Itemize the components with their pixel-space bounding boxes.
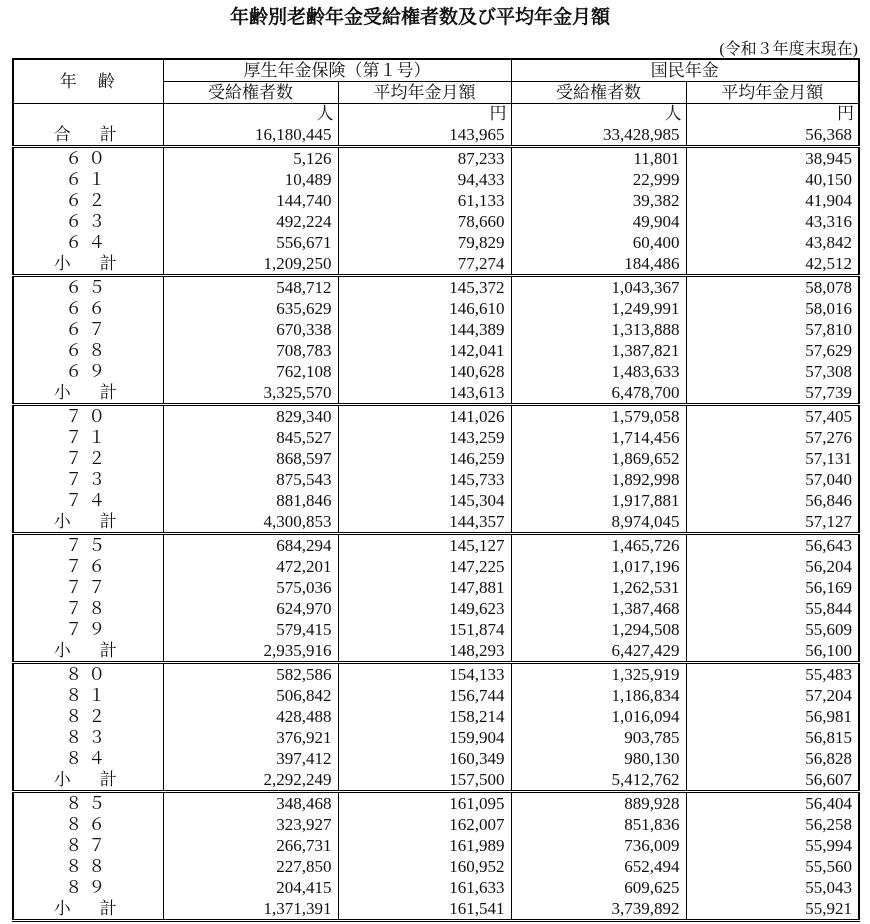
value-cell: 149,623 (338, 598, 511, 619)
total-value: 16,180,445 (163, 124, 338, 147)
subtotal-value: 2,292,249 (163, 769, 338, 792)
age-label: ７３ (13, 469, 163, 490)
unit-label: 円 (686, 104, 859, 125)
subtotal-value: 56,100 (686, 640, 859, 663)
value-cell: 145,127 (338, 534, 511, 557)
value-cell: 1,579,058 (511, 405, 686, 428)
value-cell: 376,921 (163, 727, 338, 748)
table-row (13, 534, 859, 557)
total-row (13, 124, 859, 147)
subtotal-row (13, 640, 859, 663)
value-cell: 1,016,094 (511, 706, 686, 727)
value-cell: 55,609 (686, 619, 859, 640)
value-cell: 980,130 (511, 748, 686, 769)
value-cell: 57,629 (686, 340, 859, 361)
value-cell: 79,829 (338, 232, 511, 253)
table-row (13, 405, 859, 428)
as-of-note: (令和３年度末現在) (719, 41, 858, 58)
value-cell: 56,643 (686, 534, 859, 557)
age-label: ６６ (13, 298, 163, 319)
subtotal-value: 143,613 (338, 382, 511, 405)
age-label: ６１ (13, 169, 163, 190)
subtotal-value: 8,974,045 (511, 511, 686, 534)
subtotal-value: 42,512 (686, 253, 859, 276)
value-cell: 147,225 (338, 556, 511, 577)
kosei-nenkin-header: 厚生年金保険（第１号） (163, 59, 511, 82)
value-cell: 87,233 (338, 147, 511, 170)
value-cell: 158,214 (338, 706, 511, 727)
table-row (13, 577, 859, 598)
value-cell: 56,204 (686, 556, 859, 577)
subtotal-value: 144,357 (338, 511, 511, 534)
age-label: ７７ (13, 577, 163, 598)
value-cell: 624,970 (163, 598, 338, 619)
subtotal-value: 161,541 (338, 898, 511, 921)
value-cell: 397,412 (163, 748, 338, 769)
value-cell: 41,904 (686, 190, 859, 211)
table-row (13, 211, 859, 232)
total-label: 合 計 (13, 124, 163, 147)
subtotal-value: 5,412,762 (511, 769, 686, 792)
value-cell: 78,660 (338, 211, 511, 232)
value-cell: 851,836 (511, 814, 686, 835)
total-value: 143,965 (338, 124, 511, 147)
value-cell: 579,415 (163, 619, 338, 640)
subtotal-value: 2,935,916 (163, 640, 338, 663)
table-row (13, 169, 859, 190)
value-cell: 652,494 (511, 856, 686, 877)
table-row (13, 340, 859, 361)
subtotal-value: 1,371,391 (163, 898, 338, 921)
value-cell: 142,041 (338, 340, 511, 361)
value-cell: 56,846 (686, 490, 859, 511)
table-row (13, 469, 859, 490)
value-cell: 348,468 (163, 792, 338, 815)
subtotal-value: 4,300,853 (163, 511, 338, 534)
value-cell: 1,483,633 (511, 361, 686, 382)
age-label: ７０ (13, 405, 163, 428)
value-cell: 49,904 (511, 211, 686, 232)
table-row (13, 427, 859, 448)
table-row (13, 298, 859, 319)
value-cell: 670,338 (163, 319, 338, 340)
table-row (13, 448, 859, 469)
table-row (13, 232, 859, 253)
age-label: ６３ (13, 211, 163, 232)
value-cell: 5,126 (163, 147, 338, 170)
table-row (13, 748, 859, 769)
table-row (13, 147, 859, 170)
subtotal-label: 小 計 (13, 511, 163, 534)
value-cell: 609,625 (511, 877, 686, 898)
table-row (13, 727, 859, 748)
value-cell: 428,488 (163, 706, 338, 727)
value-cell: 38,945 (686, 147, 859, 170)
table-row (13, 814, 859, 835)
value-cell: 43,842 (686, 232, 859, 253)
age-label: ８２ (13, 706, 163, 727)
value-cell: 162,007 (338, 814, 511, 835)
subtotal-label: 小 計 (13, 640, 163, 663)
subtotal-value: 77,274 (338, 253, 511, 276)
value-cell: 55,844 (686, 598, 859, 619)
age-label: ８９ (13, 877, 163, 898)
value-cell: 58,016 (686, 298, 859, 319)
unit-label: 円 (338, 104, 511, 125)
value-cell: 1,294,508 (511, 619, 686, 640)
age-label: ８７ (13, 835, 163, 856)
value-cell: 1,313,888 (511, 319, 686, 340)
value-cell: 875,543 (163, 469, 338, 490)
value-cell: 40,150 (686, 169, 859, 190)
age-label: ７４ (13, 490, 163, 511)
subtotal-value: 184,486 (511, 253, 686, 276)
value-cell: 39,382 (511, 190, 686, 211)
value-cell: 43,316 (686, 211, 859, 232)
age-label: ７８ (13, 598, 163, 619)
subtotal-value: 3,739,892 (511, 898, 686, 921)
value-cell: 57,308 (686, 361, 859, 382)
value-cell: 161,095 (338, 792, 511, 815)
kokumin-recipients-header: 受給権者数 (511, 82, 686, 104)
value-cell: 1,325,919 (511, 663, 686, 686)
subtotal-row (13, 253, 859, 276)
value-cell: 160,952 (338, 856, 511, 877)
value-cell: 140,628 (338, 361, 511, 382)
age-label: ６８ (13, 340, 163, 361)
kosei-recipients-header: 受給権者数 (163, 82, 338, 104)
value-cell: 266,731 (163, 835, 338, 856)
value-cell: 22,999 (511, 169, 686, 190)
subtotal-value: 56,607 (686, 769, 859, 792)
value-cell: 227,850 (163, 856, 338, 877)
subtotal-value: 55,921 (686, 898, 859, 921)
value-cell: 829,340 (163, 405, 338, 428)
pension-table (12, 58, 860, 922)
value-cell: 1,017,196 (511, 556, 686, 577)
value-cell: 1,387,821 (511, 340, 686, 361)
table-row (13, 361, 859, 382)
value-cell: 146,259 (338, 448, 511, 469)
subtotal-value: 6,478,700 (511, 382, 686, 405)
subtotal-value: 148,293 (338, 640, 511, 663)
value-cell: 160,349 (338, 748, 511, 769)
value-cell: 323,927 (163, 814, 338, 835)
value-cell: 144,389 (338, 319, 511, 340)
kosei-average-header: 平均年金月額 (338, 82, 511, 104)
subtotal-value: 157,500 (338, 769, 511, 792)
value-cell: 56,815 (686, 727, 859, 748)
age-label: ８３ (13, 727, 163, 748)
value-cell: 582,586 (163, 663, 338, 686)
value-cell: 575,036 (163, 577, 338, 598)
value-cell: 1,714,456 (511, 427, 686, 448)
value-cell: 94,433 (338, 169, 511, 190)
total-value: 33,428,985 (511, 124, 686, 147)
value-cell: 146,610 (338, 298, 511, 319)
age-label: ８０ (13, 663, 163, 686)
value-cell: 736,009 (511, 835, 686, 856)
value-cell: 1,249,991 (511, 298, 686, 319)
subtotal-label: 小 計 (13, 382, 163, 405)
value-cell: 1,262,531 (511, 577, 686, 598)
value-cell: 1,917,881 (511, 490, 686, 511)
age-label: ８８ (13, 856, 163, 877)
value-cell: 141,026 (338, 405, 511, 428)
age-label: ６７ (13, 319, 163, 340)
value-cell: 57,405 (686, 405, 859, 428)
value-cell: 903,785 (511, 727, 686, 748)
age-label: ６５ (13, 276, 163, 299)
table-row (13, 319, 859, 340)
value-cell: 762,108 (163, 361, 338, 382)
age-label: ６９ (13, 361, 163, 382)
value-cell: 57,810 (686, 319, 859, 340)
value-cell: 58,078 (686, 276, 859, 299)
value-cell: 492,224 (163, 211, 338, 232)
table-row (13, 490, 859, 511)
subtotal-value: 57,127 (686, 511, 859, 534)
value-cell: 11,801 (511, 147, 686, 170)
table-row (13, 835, 859, 856)
table-row (13, 877, 859, 898)
subtotal-value: 3,325,570 (163, 382, 338, 405)
age-header: 年 齢 (13, 59, 163, 104)
value-cell: 868,597 (163, 448, 338, 469)
value-cell: 1,387,468 (511, 598, 686, 619)
value-cell: 56,258 (686, 814, 859, 835)
value-cell: 506,842 (163, 685, 338, 706)
value-cell: 472,201 (163, 556, 338, 577)
value-cell: 143,259 (338, 427, 511, 448)
value-cell: 145,733 (338, 469, 511, 490)
value-cell: 56,828 (686, 748, 859, 769)
value-cell: 159,904 (338, 727, 511, 748)
age-label: ７９ (13, 619, 163, 640)
value-cell: 56,981 (686, 706, 859, 727)
table-row (13, 792, 859, 815)
table-row (13, 619, 859, 640)
age-label: ６４ (13, 232, 163, 253)
value-cell: 556,671 (163, 232, 338, 253)
value-cell: 154,133 (338, 663, 511, 686)
table-row (13, 190, 859, 211)
value-cell: 161,989 (338, 835, 511, 856)
age-label: ８６ (13, 814, 163, 835)
subtotal-label: 小 計 (13, 769, 163, 792)
value-cell: 1,043,367 (511, 276, 686, 299)
age-label: ７１ (13, 427, 163, 448)
value-cell: 57,276 (686, 427, 859, 448)
kokumin-nenkin-header: 国民年金 (511, 59, 859, 82)
subtotal-value: 6,427,429 (511, 640, 686, 663)
kokumin-average-header: 平均年金月額 (686, 82, 859, 104)
table-row (13, 276, 859, 299)
value-cell: 147,881 (338, 577, 511, 598)
value-cell: 1,892,998 (511, 469, 686, 490)
value-cell: 56,404 (686, 792, 859, 815)
value-cell: 889,928 (511, 792, 686, 815)
value-cell: 161,633 (338, 877, 511, 898)
value-cell: 144,740 (163, 190, 338, 211)
table-row (13, 685, 859, 706)
value-cell: 1,465,726 (511, 534, 686, 557)
value-cell: 61,133 (338, 190, 511, 211)
value-cell: 684,294 (163, 534, 338, 557)
age-label: ８４ (13, 748, 163, 769)
value-cell: 56,169 (686, 577, 859, 598)
subtotal-row (13, 769, 859, 792)
value-cell: 845,527 (163, 427, 338, 448)
value-cell: 708,783 (163, 340, 338, 361)
value-cell: 635,629 (163, 298, 338, 319)
document-title: 年齢別老齢年金受給権者数及び平均年金月額 (229, 6, 610, 28)
table-row (13, 706, 859, 727)
value-cell: 55,043 (686, 877, 859, 898)
age-label: ７２ (13, 448, 163, 469)
value-cell: 156,744 (338, 685, 511, 706)
table-row (13, 856, 859, 877)
value-cell: 57,204 (686, 685, 859, 706)
value-cell: 1,869,652 (511, 448, 686, 469)
table-row (13, 556, 859, 577)
value-cell: 57,131 (686, 448, 859, 469)
subtotal-value: 57,739 (686, 382, 859, 405)
age-label: ８１ (13, 685, 163, 706)
subtotal-label: 小 計 (13, 253, 163, 276)
subtotal-row (13, 898, 859, 921)
value-cell: 548,712 (163, 276, 338, 299)
unit-label: 人 (511, 104, 686, 125)
value-cell: 55,483 (686, 663, 859, 686)
value-cell: 204,415 (163, 877, 338, 898)
subtotal-row (13, 382, 859, 405)
value-cell: 151,874 (338, 619, 511, 640)
age-label: ６０ (13, 147, 163, 170)
subtotal-label: 小 計 (13, 898, 163, 921)
value-cell: 145,304 (338, 490, 511, 511)
value-cell: 57,040 (686, 469, 859, 490)
unit-row (13, 104, 859, 125)
value-cell: 145,372 (338, 276, 511, 299)
value-cell: 10,489 (163, 169, 338, 190)
value-cell: 1,186,834 (511, 685, 686, 706)
value-cell: 55,994 (686, 835, 859, 856)
value-cell: 55,560 (686, 856, 859, 877)
table-row (13, 663, 859, 686)
value-cell: 60,400 (511, 232, 686, 253)
subtotal-value: 1,209,250 (163, 253, 338, 276)
subtotal-row (13, 511, 859, 534)
age-label: ７５ (13, 534, 163, 557)
table-row (13, 598, 859, 619)
unit-label: 人 (163, 104, 338, 125)
age-label: ８５ (13, 792, 163, 815)
age-label: ７６ (13, 556, 163, 577)
age-label: ６２ (13, 190, 163, 211)
total-value: 56,368 (686, 124, 859, 147)
value-cell: 881,846 (163, 490, 338, 511)
